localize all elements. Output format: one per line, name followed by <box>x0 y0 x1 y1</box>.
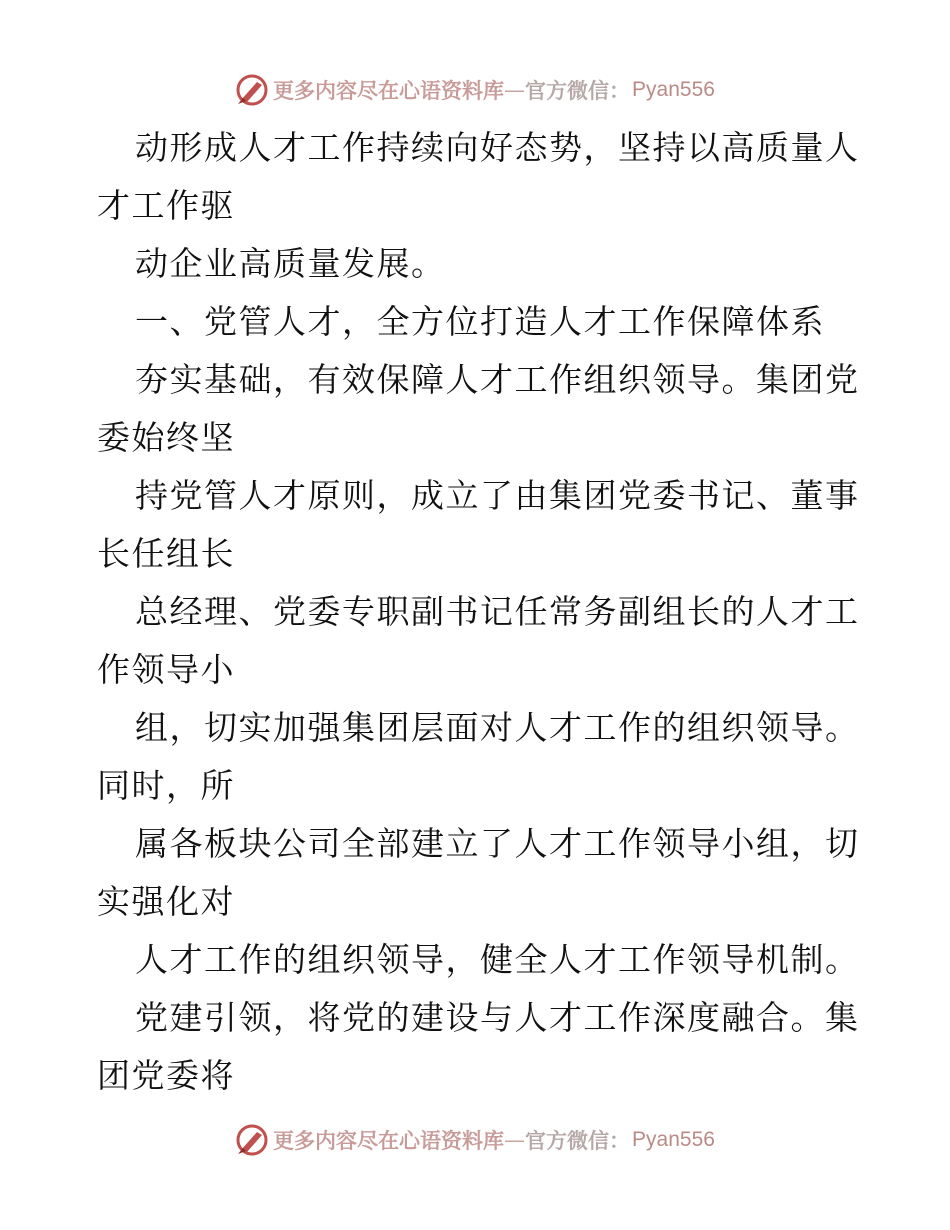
paragraph: 夯实基础，有效保障人才工作组织领导。集团党 委始终坚 <box>97 360 860 457</box>
watermark-text: 更多内容尽在心语资料库 <box>273 1128 505 1153</box>
watermark-wechat-label: 官方微信： <box>525 1128 631 1153</box>
watermark-text: 更多内容尽在心语资料库 <box>273 78 505 103</box>
footer-watermark <box>0 1120 950 1160</box>
paragraph: 持党管人才原则，成立了由集团党委书记、董事 长任组长 <box>97 476 860 573</box>
paragraph: 组，切实加强集团层面对人才工作的组织领导。 同时，所 <box>97 708 860 805</box>
document-body <box>97 119 860 1105</box>
paragraph: 人才工作的组织领导，健全人才工作领导机制。 <box>135 940 860 979</box>
watermark-wechat-id: Pyan556 <box>632 1128 715 1151</box>
paragraph: 动形成人才工作持续向好态势，坚持以高质量人 才工作驱 <box>97 128 860 225</box>
watermark-wechat-label: 官方微信： <box>525 78 631 103</box>
watermark-separator: — <box>504 78 526 102</box>
pen-logo-icon <box>235 1123 269 1157</box>
section-heading: 一、党管人才，全方位打造人才工作保障体系 <box>135 302 825 341</box>
pen-logo-icon <box>235 73 269 107</box>
paragraph: 属各板块公司全部建立了人才工作领导小组，切 实强化对 <box>97 824 860 921</box>
paragraph: 党建引领，将党的建设与人才工作深度融合。集 团党委将 <box>97 998 860 1095</box>
header-watermark <box>0 70 950 110</box>
paragraph: 总经理、党委专职副书记任常务副组长的人才工 作领导小 <box>97 592 860 689</box>
watermark-wechat-id: Pyan556 <box>632 78 715 101</box>
paragraph: 动企业高质量发展。 <box>135 244 446 283</box>
watermark-separator: — <box>504 1128 526 1152</box>
